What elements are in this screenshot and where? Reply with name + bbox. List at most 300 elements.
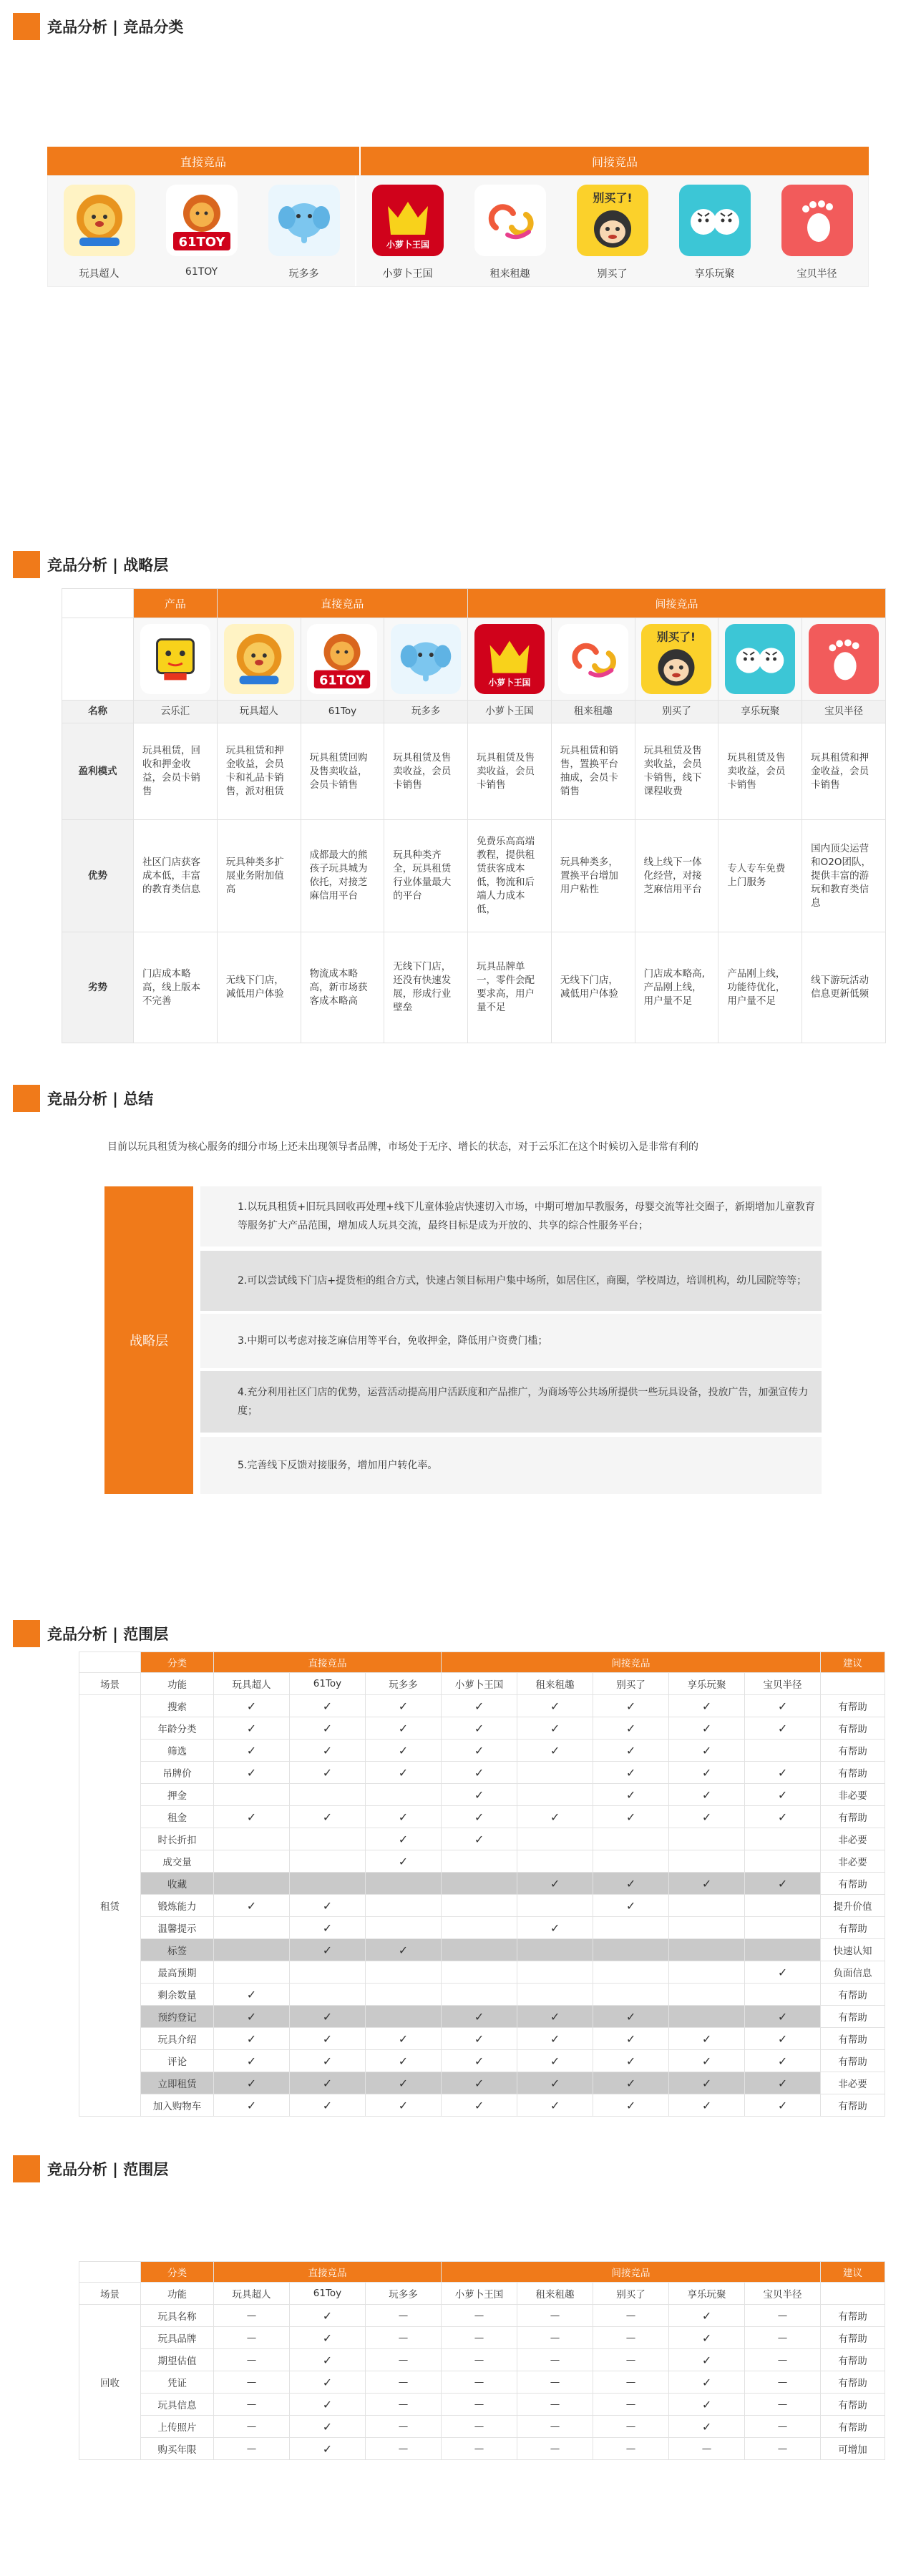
- dash-mark: —: [442, 2305, 517, 2327]
- competitor-name: 宝贝半径: [802, 701, 886, 723]
- dash-mark: —: [593, 2416, 669, 2438]
- competitor-name: 租来租趣: [551, 701, 635, 723]
- competitor-card: [253, 176, 356, 286]
- strategy-cell-dis: 无线下门店，还没有快速发展，形成行业壁垒: [384, 932, 468, 1043]
- section-title: 竞品分析 | 范围层: [47, 1626, 169, 1643]
- feature-name: 玩具名称: [141, 2305, 214, 2327]
- check-icon: ✓: [246, 2009, 257, 2024]
- check-icon: ✓: [701, 2375, 712, 2389]
- crown-icon: [468, 618, 552, 701]
- check-icon: ✓: [322, 2419, 333, 2434]
- tigers-icon: [718, 618, 802, 701]
- check-icon: ✓: [625, 2009, 636, 2024]
- strategy-cell-profit: 玩具租赁及售卖收益，会员卡销售: [718, 723, 802, 820]
- scene-label: 回收: [79, 2305, 141, 2460]
- monkey-icon: [635, 618, 718, 701]
- check-icon: ✓: [777, 1965, 788, 1979]
- check-icon: ✓: [322, 1810, 333, 1824]
- competitor-card: [48, 176, 150, 286]
- header-indirect: 间接竞品: [468, 589, 886, 618]
- suggestion: 有帮助: [821, 1740, 885, 1762]
- check-icon: ✓: [398, 2098, 409, 2112]
- section-header-scope: [13, 1620, 168, 1647]
- check-icon: ✓: [550, 1810, 560, 1824]
- dash-mark: —: [745, 2371, 821, 2394]
- check-icon: ✓: [625, 1876, 636, 1890]
- feature-name: 最高预期: [141, 1961, 214, 1984]
- check-icon: ✓: [474, 2009, 484, 2024]
- strategy-cell-dis: 玩具品牌单一，零件会配要求高，用户量不足: [468, 932, 552, 1043]
- check-icon: ✓: [322, 1765, 333, 1780]
- check-icon: ✓: [701, 2076, 712, 2090]
- header-app: 租来租趣: [517, 2283, 593, 2305]
- dash-mark: —: [366, 2349, 442, 2371]
- feature-name: 购买年限: [141, 2438, 214, 2460]
- header-category: 分类: [141, 1652, 214, 1673]
- competitor-name: 玩具超人: [79, 268, 120, 280]
- suggestion: 有帮助: [821, 2349, 885, 2371]
- check-icon: ✓: [625, 1765, 636, 1780]
- crown-icon: [372, 185, 444, 256]
- check-icon: ✓: [701, 1699, 712, 1713]
- suggestion: 有帮助: [821, 2371, 885, 2394]
- check-icon: ✓: [777, 2076, 788, 2090]
- strategy-cell-dis: 无线下门店，减低用户体验: [551, 932, 635, 1043]
- classification-logos: [47, 175, 869, 287]
- check-icon: ✓: [625, 2076, 636, 2090]
- dash-mark: —: [442, 2349, 517, 2371]
- dash-mark: —: [366, 2416, 442, 2438]
- suggestion: 非必要: [821, 1784, 885, 1806]
- dash-mark: —: [517, 2438, 593, 2460]
- feature-name: 时长折扣: [141, 1828, 214, 1850]
- header-app: 别买了: [593, 2283, 669, 2305]
- check-icon: ✓: [701, 1721, 712, 1735]
- check-icon: ✓: [322, 1943, 333, 1957]
- suggestion: 有帮助: [821, 1717, 885, 1740]
- suggestion: 有帮助: [821, 1873, 885, 1895]
- competitor-name: 小萝卜王国: [468, 701, 552, 723]
- check-icon: ✓: [625, 1721, 636, 1735]
- dash-mark: —: [214, 2305, 290, 2327]
- check-icon: ✓: [777, 2009, 788, 2024]
- check-icon: ✓: [701, 2054, 712, 2068]
- check-icon: ✓: [398, 1810, 409, 1824]
- competitor-card: [150, 176, 253, 286]
- direct-label: 直接竞品: [180, 155, 226, 169]
- competitor-name: 玩多多: [288, 268, 319, 280]
- dash-mark: —: [593, 2438, 669, 2460]
- check-icon: ✓: [322, 1699, 333, 1713]
- strategy-cell-profit: 玩具租赁和销售，置换平台抽成，会员卡销售: [551, 723, 635, 820]
- suggestion: 有帮助: [821, 2050, 885, 2072]
- feature-name: 剩余数量: [141, 1984, 214, 2006]
- feature-name: 搜索: [141, 1695, 214, 1717]
- suggestion: 负面信息: [821, 1961, 885, 1984]
- check-icon: ✓: [246, 1765, 257, 1780]
- strategy-cell-dis: 门店成本略高，线上版本不完善: [134, 932, 218, 1043]
- check-icon: ✓: [474, 2031, 484, 2046]
- row-label: 劣势: [62, 932, 134, 1043]
- check-icon: ✓: [398, 1699, 409, 1713]
- competitor-name: 云乐汇: [134, 701, 218, 723]
- check-icon: ✓: [550, 2054, 560, 2068]
- dash-mark: —: [593, 2305, 669, 2327]
- section-marker: [13, 1620, 40, 1647]
- header-app: 玩多多: [366, 1673, 442, 1695]
- dash-mark: —: [517, 2371, 593, 2394]
- competitor-card: [766, 176, 868, 286]
- feature-name: 收藏: [141, 1873, 214, 1895]
- dash-mark: —: [517, 2416, 593, 2438]
- suggestion: 非必要: [821, 1828, 885, 1850]
- feature-name: 玩具信息: [141, 2394, 214, 2416]
- section-marker: [13, 2155, 40, 2182]
- suggestion: 有帮助: [821, 2006, 885, 2028]
- dash-mark: —: [214, 2394, 290, 2416]
- dash-mark: —: [214, 2327, 290, 2349]
- header-scene: 场景: [79, 1673, 141, 1695]
- check-icon: ✓: [398, 2054, 409, 2068]
- dash-mark: —: [366, 2394, 442, 2416]
- check-icon: ✓: [322, 2397, 333, 2411]
- header-suggestion: 建议: [821, 1652, 885, 1673]
- check-icon: ✓: [777, 2054, 788, 2068]
- competitor-name: 小萝卜王国: [382, 268, 433, 280]
- dash-mark: —: [442, 2327, 517, 2349]
- check-icon: ✓: [777, 2031, 788, 2046]
- strategy-cell-adv: 线上线下一体化经营，对接芝麻信用平台: [635, 820, 718, 932]
- suggestion: 有帮助: [821, 1917, 885, 1939]
- section-header-scope-recycle: [13, 2155, 168, 2182]
- suggestion: 有帮助: [821, 2416, 885, 2438]
- check-icon: ✓: [625, 2098, 636, 2112]
- strategy-cell-profit: 玩具租赁及售卖收益，会员卡销售，线下课程收费: [635, 723, 718, 820]
- svg-text:别买了!: 别买了!: [592, 191, 633, 205]
- footprint-icon: [802, 618, 886, 701]
- dash-mark: —: [366, 2438, 442, 2460]
- check-icon: ✓: [777, 2098, 788, 2112]
- section-marker: [13, 1085, 40, 1112]
- check-icon: ✓: [474, 2076, 484, 2090]
- competitor-name: 租来租趣: [489, 268, 530, 280]
- feature-name: 温馨提示: [141, 1917, 214, 1939]
- dash-mark: —: [442, 2438, 517, 2460]
- svg-text:别买了!: 别买了!: [657, 630, 696, 644]
- check-icon: ✓: [246, 2076, 257, 2090]
- check-icon: ✓: [322, 2441, 333, 2456]
- monkey-icon: [577, 185, 648, 256]
- header-indirect: 间接竞品: [442, 2262, 821, 2283]
- section-header-summary: [13, 1085, 153, 1112]
- strategy-cell-adv: 玩具种类齐全，玩具租赁行业体量最大的平台: [384, 820, 468, 932]
- strategy-cell-dis: 物流成本略高，新市场获客成本略高: [301, 932, 384, 1043]
- competitor-name: 享乐玩聚: [694, 268, 735, 280]
- competitor-name: 玩具超人: [217, 701, 301, 723]
- header-direct: 直接竞品: [214, 2262, 442, 2283]
- summary-intro: 目前以玩具租赁为核心服务的细分市场上还未出现领导者品牌，市场处于无序、增长的状态，对于云乐汇在这个时候切入是非常有利的: [107, 1141, 698, 1153]
- check-icon: ✓: [322, 1743, 333, 1757]
- dash-mark: —: [214, 2371, 290, 2394]
- header-app: 玩具超人: [214, 1673, 290, 1695]
- check-icon: ✓: [701, 2397, 712, 2411]
- competitor-name: 玩多多: [384, 701, 468, 723]
- strategy-cell-profit: 玩具租赁及售卖收益，会员卡销售: [384, 723, 468, 820]
- suggestion: 非必要: [821, 2072, 885, 2094]
- dash-mark: —: [517, 2327, 593, 2349]
- check-icon: ✓: [701, 2331, 712, 2345]
- strategy-cell-dis: 无线下门店，减低用户体验: [217, 932, 301, 1043]
- competitor-name: 61TOY: [185, 266, 218, 278]
- check-icon: ✓: [777, 1699, 788, 1713]
- summary-item: 1.以玩具租赁+旧玩具回收再处理+线下儿童体验店快速切入市场，中期可增加早教服务，母婴交流等社交圈子，新期增加儿童教育等服务扩大产品范围，增加成人玩具交流，最终目标是成为开放的、共享的综合性服务平台；: [200, 1186, 822, 1246]
- check-icon: ✓: [398, 1943, 409, 1957]
- dash-mark: —: [593, 2327, 669, 2349]
- dash-mark: —: [214, 2416, 290, 2438]
- header-direct: 直接竞品: [217, 589, 467, 618]
- scene-label: 租赁: [79, 1695, 141, 2117]
- header-scene: 场景: [79, 2283, 141, 2305]
- check-icon: ✓: [246, 1987, 257, 2001]
- check-icon: ✓: [322, 1721, 333, 1735]
- feature-name: 上传照片: [141, 2416, 214, 2438]
- suggestion: 提升价值: [821, 1895, 885, 1917]
- check-icon: ✓: [246, 1810, 257, 1824]
- header-app: 61Toy: [290, 1673, 366, 1695]
- summary-item: 4.充分利用社区门店的优势，运营活动提高用户活跃度和产品推广，为商场等公共场所提供一些玩具设备，投放广告，加强宣传力度；: [200, 1371, 822, 1433]
- check-icon: ✓: [625, 1787, 636, 1802]
- header-app: 享乐玩聚: [669, 1673, 745, 1695]
- section-title: 竞品分析 | 范围层: [47, 2161, 169, 2178]
- check-icon: ✓: [701, 2098, 712, 2112]
- dash-mark: —: [366, 2305, 442, 2327]
- check-icon: ✓: [550, 1699, 560, 1713]
- dash-mark: —: [214, 2438, 290, 2460]
- feature-name: 预约登记: [141, 2006, 214, 2028]
- competitor-name: 享乐玩聚: [718, 701, 802, 723]
- check-icon: ✓: [550, 2076, 560, 2090]
- check-icon: ✓: [625, 2031, 636, 2046]
- check-icon: ✓: [550, 2009, 560, 2024]
- check-icon: ✓: [474, 1787, 484, 1802]
- dash-mark: —: [214, 2349, 290, 2371]
- row-label: 优势: [62, 820, 134, 932]
- strategy-cell-adv: 社区门店获客成本低，丰富的教育类信息: [134, 820, 218, 932]
- header-app: 宝贝半径: [745, 2283, 821, 2305]
- check-icon: ✓: [322, 2054, 333, 2068]
- check-icon: ✓: [246, 1898, 257, 1913]
- check-icon: ✓: [701, 1765, 712, 1780]
- strategy-cell-adv: 免费乐高高端教程，提供租赁获客成本低，物流和后端人力成本低，: [468, 820, 552, 932]
- swirl-icon: [551, 618, 635, 701]
- dash-mark: —: [593, 2394, 669, 2416]
- feature-name: 玩具介绍: [141, 2028, 214, 2050]
- competitor-name: 别买了: [597, 268, 628, 280]
- dash-mark: —: [745, 2394, 821, 2416]
- strategy-cell-dis: 线下游玩活动信息更新低频: [802, 932, 886, 1043]
- classification-panel: [47, 147, 869, 287]
- check-icon: ✓: [322, 2076, 333, 2090]
- suggestion: 快速认知: [821, 1939, 885, 1961]
- scope-rent-table: [79, 1652, 885, 2117]
- check-icon: ✓: [550, 2098, 560, 2112]
- dash-mark: —: [745, 2349, 821, 2371]
- competitor-name: 别买了: [635, 701, 718, 723]
- check-icon: ✓: [246, 1699, 257, 1713]
- suggestion: 有帮助: [821, 2094, 885, 2117]
- strategy-cell-dis: 产品刚上线，功能待优化，用户量不足: [718, 932, 802, 1043]
- check-icon: ✓: [701, 2308, 712, 2323]
- check-icon: ✓: [474, 1765, 484, 1780]
- check-icon: ✓: [550, 1721, 560, 1735]
- strategy-cell-profit: 玩具租赁回购及售卖收益，会员卡销售: [301, 723, 384, 820]
- scope-recycle-table: [79, 2261, 885, 2460]
- feature-name: 成交量: [141, 1850, 214, 1873]
- header-app: 玩具超人: [214, 2283, 290, 2305]
- row-label: 名称: [62, 701, 134, 723]
- dash-mark: —: [745, 2327, 821, 2349]
- svg-text:小萝卜王国: 小萝卜王国: [488, 678, 531, 688]
- lion-icon: [217, 618, 301, 701]
- check-icon: ✓: [777, 1765, 788, 1780]
- suggestion: 有帮助: [821, 2327, 885, 2349]
- competitor-card: [663, 176, 766, 286]
- competitor-card: [459, 176, 561, 286]
- check-icon: ✓: [625, 1810, 636, 1824]
- robot-icon: [134, 618, 218, 701]
- header-app: 宝贝半径: [745, 1673, 821, 1695]
- check-icon: ✓: [474, 1743, 484, 1757]
- check-icon: ✓: [474, 1832, 484, 1846]
- strategy-cell-profit: 玩具租赁及售卖收益，会员卡销售: [468, 723, 552, 820]
- check-icon: ✓: [322, 2031, 333, 2046]
- section-marker: [13, 551, 40, 578]
- header-function: 功能: [141, 2283, 214, 2305]
- check-icon: ✓: [398, 2076, 409, 2090]
- dash-mark: —: [745, 2416, 821, 2438]
- strategy-cell-adv: 专人专车免费上门服务: [718, 820, 802, 932]
- check-icon: ✓: [550, 2031, 560, 2046]
- suggestion: 有帮助: [821, 1695, 885, 1717]
- header-app: 小萝卜王国: [442, 2283, 517, 2305]
- feature-name: 玩具品牌: [141, 2327, 214, 2349]
- svg-text:小萝卜王国: 小萝卜王国: [386, 240, 429, 250]
- suggestion: 非必要: [821, 1850, 885, 1873]
- check-icon: ✓: [398, 1854, 409, 1868]
- summary-item: 2.可以尝试线下门店+提货柜的组合方式，快速占领目标用户集中场所，如居住区，商圈，学校周边，培训机构，幼儿园院等等；: [200, 1251, 822, 1311]
- check-icon: ✓: [777, 1876, 788, 1890]
- suggestion: 有帮助: [821, 2028, 885, 2050]
- check-icon: ✓: [701, 1810, 712, 1824]
- strategy-cell-adv: 玩具种类多扩展业务附加值高: [217, 820, 301, 932]
- check-icon: ✓: [625, 1743, 636, 1757]
- check-icon: ✓: [398, 1743, 409, 1757]
- section-title: 竞品分析 | 战略层: [47, 557, 169, 574]
- suggestion: 有帮助: [821, 1762, 885, 1784]
- feature-name: 凭证: [141, 2371, 214, 2394]
- feature-name: 押金: [141, 1784, 214, 1806]
- check-icon: ✓: [701, 2419, 712, 2434]
- check-icon: ✓: [625, 1898, 636, 1913]
- suggestion: 可增加: [821, 2438, 885, 2460]
- suggestion: 有帮助: [821, 2394, 885, 2416]
- check-icon: ✓: [474, 1810, 484, 1824]
- row-label: 盈利模式: [62, 723, 134, 820]
- section-header-strategy: [13, 551, 168, 578]
- header-function: 功能: [141, 1673, 214, 1695]
- check-icon: ✓: [322, 2375, 333, 2389]
- suggestion: 有帮助: [821, 1984, 885, 2006]
- dash-mark: —: [442, 2371, 517, 2394]
- header-app: 小萝卜王国: [442, 1673, 517, 1695]
- dash-mark: —: [442, 2394, 517, 2416]
- check-icon: ✓: [322, 2308, 333, 2323]
- feature-name: 评论: [141, 2050, 214, 2072]
- check-icon: ✓: [246, 2054, 257, 2068]
- strategy-cell-dis: 门店成本略高,产品刚上线，用户量不足: [635, 932, 718, 1043]
- header-suggestion: 建议: [821, 2262, 885, 2283]
- check-icon: ✓: [322, 2331, 333, 2345]
- check-icon: ✓: [322, 1921, 333, 1935]
- dash-mark: —: [442, 2416, 517, 2438]
- check-icon: ✓: [625, 2054, 636, 2068]
- tigers-icon: [679, 185, 751, 256]
- elephant-icon: [384, 618, 468, 701]
- feature-name: 立即租赁: [141, 2072, 214, 2094]
- lion-61toy-icon: [166, 185, 238, 256]
- check-icon: ✓: [474, 2098, 484, 2112]
- section-title: 竞品分析 | 竞品分类: [47, 19, 184, 36]
- feature-name: 筛选: [141, 1740, 214, 1762]
- check-icon: ✓: [398, 1765, 409, 1780]
- check-icon: ✓: [777, 1787, 788, 1802]
- strategy-cell-profit: 玩具租赁和押金收益，会员卡销售: [802, 723, 886, 820]
- header-app: 玩多多: [366, 2283, 442, 2305]
- lion-61toy-icon: [301, 618, 384, 701]
- dash-mark: —: [593, 2349, 669, 2371]
- summary-item: 3.中期可以考虑对接芝麻信用等平台，免收押金，降低用户资费门槛；: [200, 1314, 822, 1368]
- dash-mark: —: [517, 2394, 593, 2416]
- header-indirect: 间接竞品: [442, 1652, 821, 1673]
- dash-mark: —: [745, 2438, 821, 2460]
- check-icon: ✓: [322, 2353, 333, 2367]
- elephant-icon: [268, 185, 340, 256]
- feature-name: 期望估值: [141, 2349, 214, 2371]
- strategy-cell-adv: 成都最大的熊孩子玩具城为依托，对接芝麻信用平台: [301, 820, 384, 932]
- feature-name: 锻炼能力: [141, 1895, 214, 1917]
- strategy-cell-adv: 玩具种类多，置换平台增加用户粘性: [551, 820, 635, 932]
- svg-text:61TOY: 61TOY: [319, 673, 366, 688]
- dash-mark: —: [593, 2371, 669, 2394]
- footprint-icon: [781, 185, 853, 256]
- svg-text:61TOY: 61TOY: [177, 235, 225, 250]
- check-icon: ✓: [777, 1721, 788, 1735]
- feature-name: 加入购物车: [141, 2094, 214, 2117]
- summary-item: 5.完善线下反馈对接服务，增加用户转化率。: [200, 1437, 822, 1494]
- suggestion: 有帮助: [821, 1806, 885, 1828]
- header-category: 分类: [141, 2262, 214, 2283]
- dash-mark: —: [517, 2349, 593, 2371]
- check-icon: ✓: [474, 1699, 484, 1713]
- check-icon: ✓: [322, 2098, 333, 2112]
- check-icon: ✓: [701, 1787, 712, 1802]
- check-icon: ✓: [550, 1921, 560, 1935]
- check-icon: ✓: [398, 2031, 409, 2046]
- check-icon: ✓: [701, 1743, 712, 1757]
- check-icon: ✓: [550, 1743, 560, 1757]
- dash-mark: —: [366, 2327, 442, 2349]
- dash-mark: —: [745, 2305, 821, 2327]
